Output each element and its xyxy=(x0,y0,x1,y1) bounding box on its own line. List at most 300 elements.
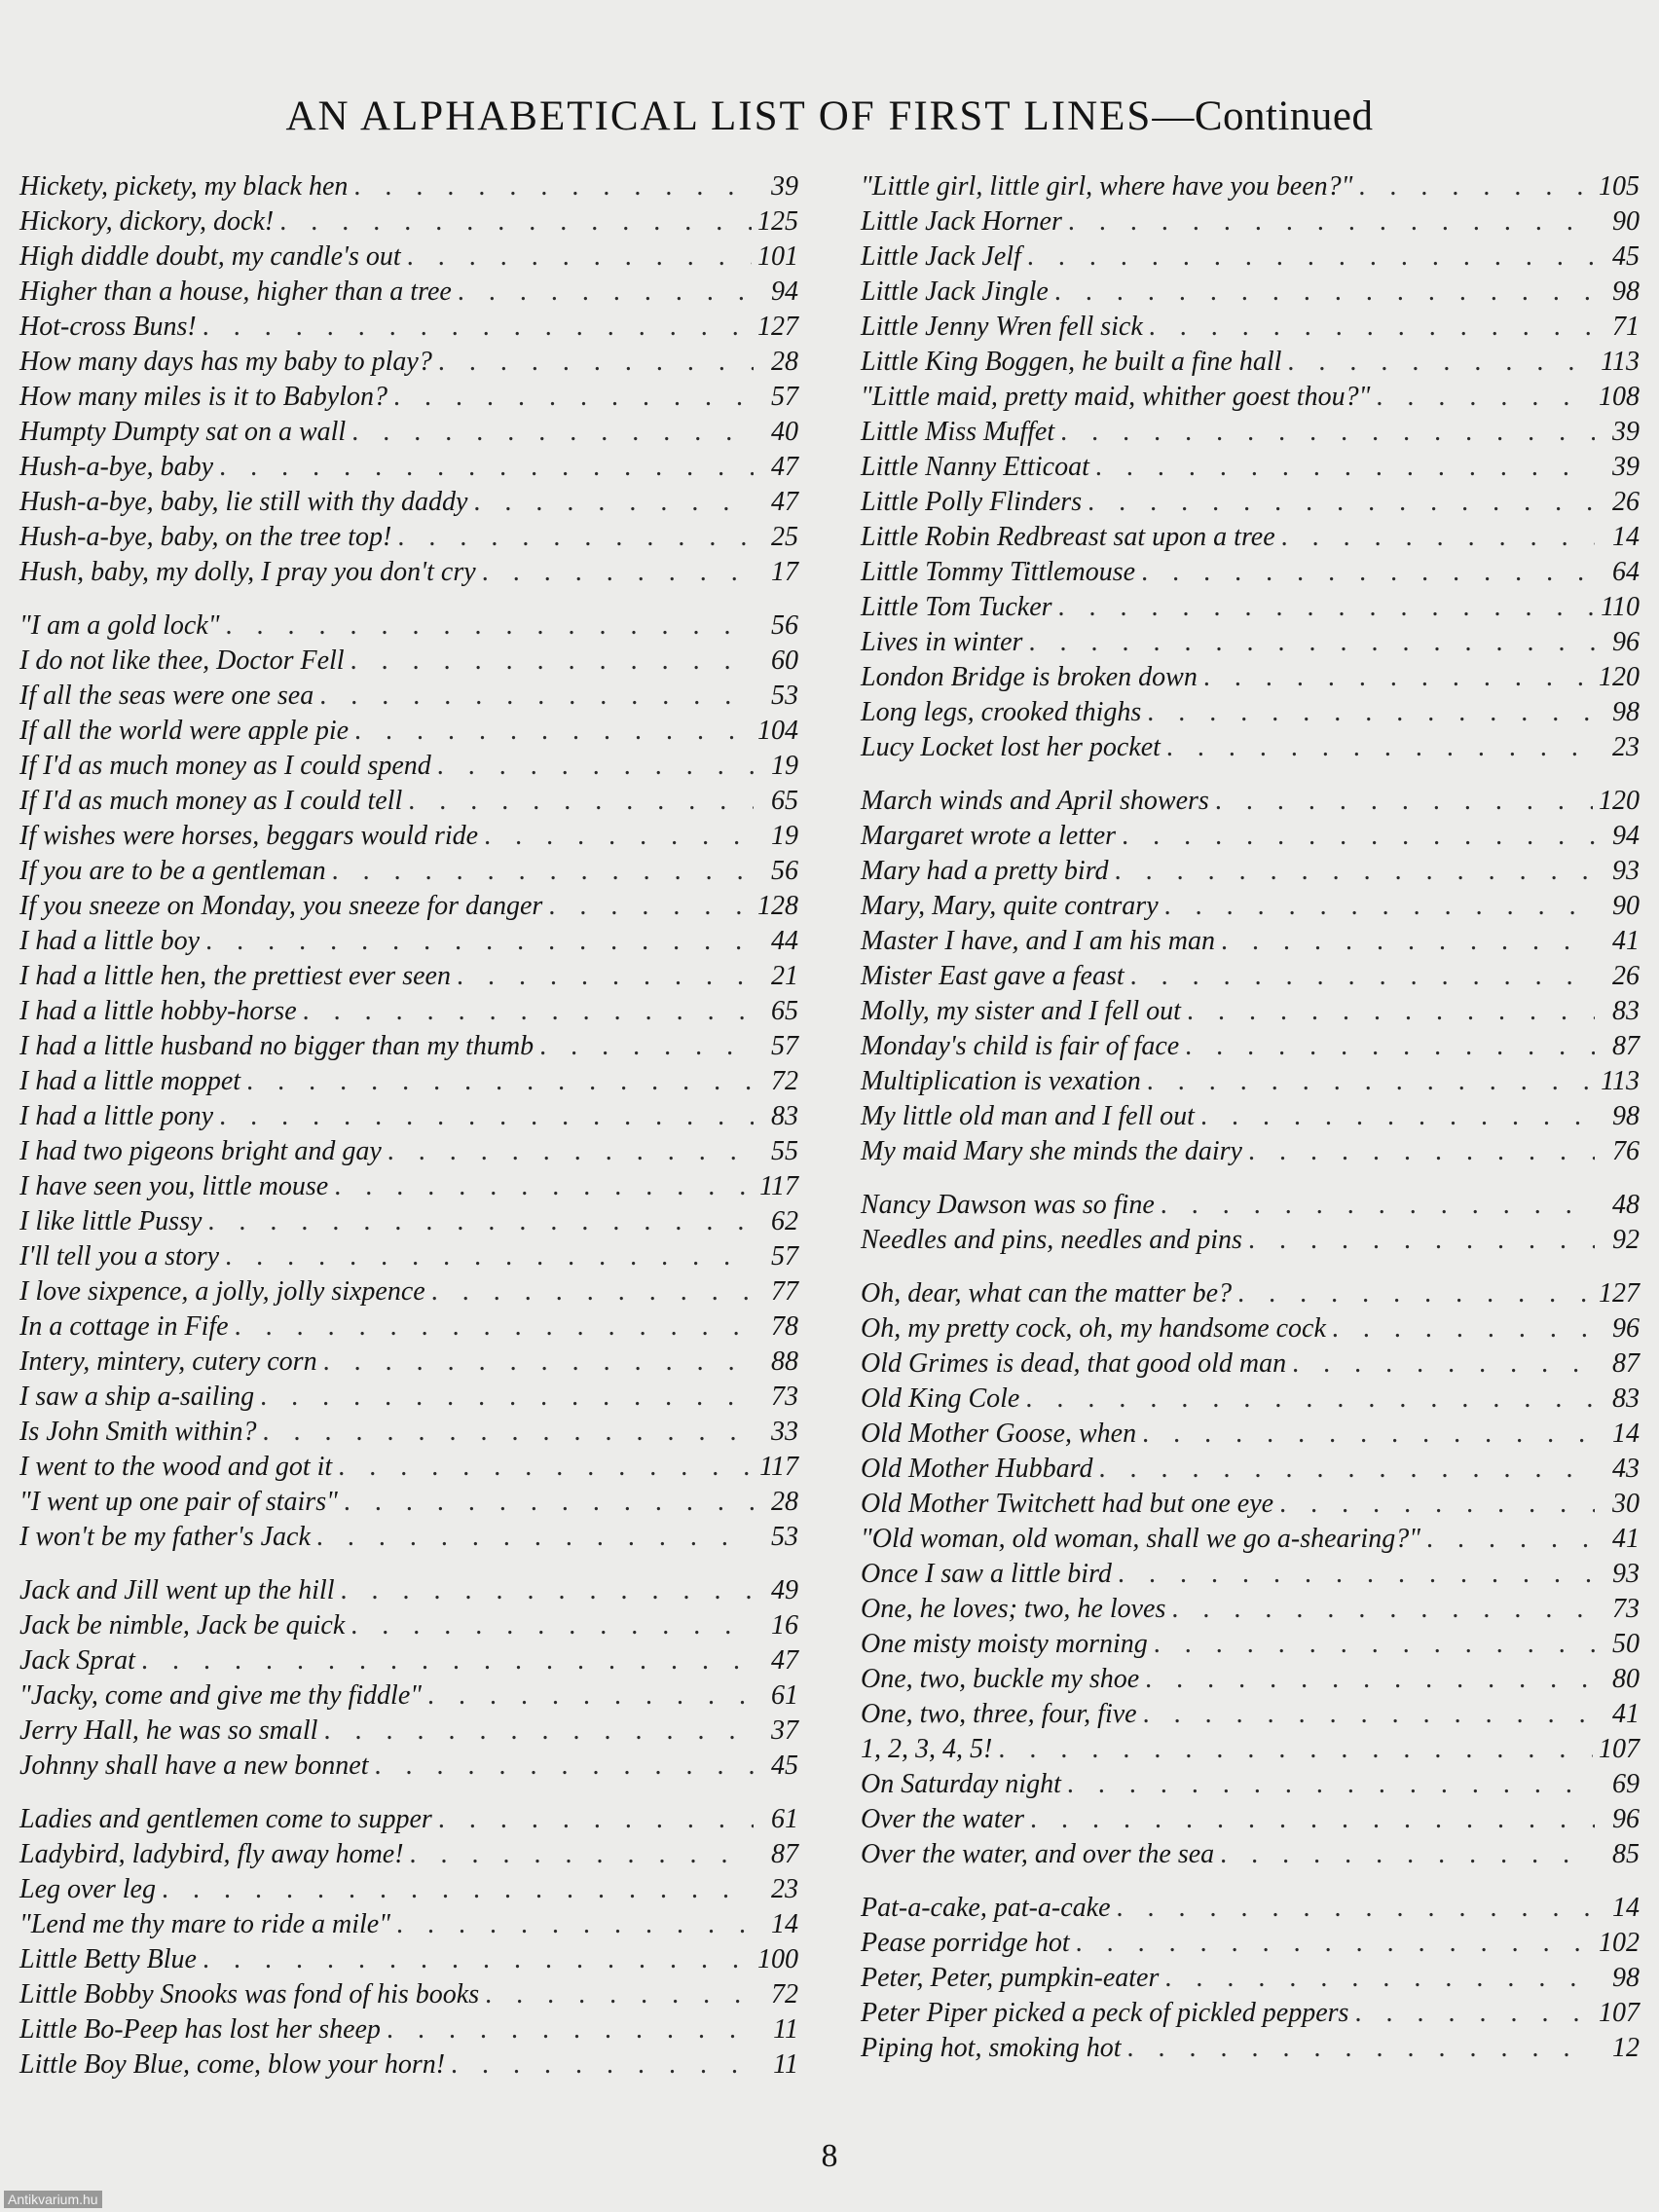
page-reference: 23 xyxy=(771,1874,798,1904)
page-reference: 87 xyxy=(1612,1348,1640,1379)
dot-leader xyxy=(548,889,752,924)
index-entry xyxy=(19,924,798,959)
index-entry xyxy=(861,485,1640,520)
first-line-text: Lucy Locket lost her pocket xyxy=(861,732,1161,762)
page-reference: 19 xyxy=(771,821,798,851)
first-line-text: Hickety, pickety, my black hen xyxy=(19,171,349,202)
page-reference: 93 xyxy=(1612,1559,1640,1589)
first-line-text: If wishes were horses, beggars would ride xyxy=(19,821,479,851)
dot-leader xyxy=(1332,1311,1595,1346)
first-line-text: Little Jack Jingle xyxy=(861,276,1049,307)
page-reference: 61 xyxy=(771,1680,798,1711)
index-entry xyxy=(19,485,798,520)
index-entry xyxy=(861,1029,1640,1064)
dot-leader xyxy=(260,1380,754,1415)
dot-leader xyxy=(262,1415,754,1450)
index-entry xyxy=(19,714,798,749)
dot-leader xyxy=(1130,959,1595,994)
index-entry xyxy=(19,1608,798,1643)
page-reference: 26 xyxy=(1612,487,1640,517)
index-entry xyxy=(861,784,1640,819)
index-entry xyxy=(19,1802,798,1837)
first-line-text: If you are to be a gentleman xyxy=(19,856,326,886)
page-reference: 96 xyxy=(1612,1804,1640,1834)
page-reference: 105 xyxy=(1599,171,1640,202)
dot-leader xyxy=(162,1872,754,1907)
first-line-text: I won't be my father's Jack xyxy=(19,1522,311,1552)
page-reference: 83 xyxy=(771,1101,798,1131)
index-entry xyxy=(19,2047,798,2083)
page-reference: 30 xyxy=(1612,1489,1640,1519)
dot-leader xyxy=(451,2047,754,2083)
index-entry xyxy=(19,679,798,714)
first-line-text: Peter Piper picked a peck of pickled peppers xyxy=(861,1998,1349,2028)
index-entry xyxy=(19,1942,798,1977)
dot-leader xyxy=(225,1239,754,1274)
page-reference: 107 xyxy=(1599,1734,1640,1764)
index-entry xyxy=(19,1520,798,1555)
dot-leader xyxy=(338,1450,754,1485)
page-reference: 14 xyxy=(1612,1893,1640,1923)
page-reference: 65 xyxy=(771,786,798,816)
index-entry xyxy=(19,1345,798,1380)
dot-leader xyxy=(438,345,754,380)
first-line-text: Little Tom Tucker xyxy=(861,592,1052,622)
page-reference: 87 xyxy=(771,1839,798,1869)
page-reference: 19 xyxy=(771,751,798,781)
first-line-text: "Little girl, little girl, where have you been?" xyxy=(861,171,1353,202)
page-reference: 41 xyxy=(1612,1699,1640,1729)
dot-leader xyxy=(1028,625,1595,660)
first-line-text: 1, 2, 3, 4, 5! xyxy=(861,1734,993,1764)
first-line-text: Long legs, crooked thighs xyxy=(861,697,1142,727)
index-entry xyxy=(861,1311,1640,1346)
watermark: Antikvarium.hu xyxy=(4,2191,102,2208)
page-reference: 73 xyxy=(1612,1594,1640,1624)
index-entry xyxy=(861,730,1640,765)
index-entry xyxy=(861,1961,1640,1996)
first-line-text: Hot-cross Buns! xyxy=(19,312,197,342)
first-line-text: "Little maid, pretty maid, whither goest thou?" xyxy=(861,382,1371,412)
dot-leader xyxy=(539,1029,754,1064)
first-line-text: If I'd as much money as I could spend xyxy=(19,751,431,781)
index-entry xyxy=(19,644,798,679)
page-reference: 98 xyxy=(1612,1963,1640,1993)
page-reference: 98 xyxy=(1612,276,1640,307)
first-line-text: "I am a gold lock" xyxy=(19,610,220,641)
first-line-text: Little Nanny Etticoat xyxy=(861,452,1089,482)
dot-leader xyxy=(396,1907,754,1942)
first-line-text: Old King Cole xyxy=(861,1383,1020,1414)
first-line-text: I had a little boy xyxy=(19,926,201,956)
page-reference: 128 xyxy=(757,891,798,921)
first-line-text: Ladies and gentlemen come to supper xyxy=(19,1804,432,1834)
page-reference: 48 xyxy=(1612,1190,1640,1220)
letter-group xyxy=(861,784,1640,1169)
letter-group xyxy=(861,1188,1640,1258)
first-line-text: Jerry Hall, he was so small xyxy=(19,1715,318,1746)
page-reference: 39 xyxy=(1612,417,1640,447)
dot-leader xyxy=(1215,784,1593,819)
index-entry xyxy=(19,169,798,204)
dot-leader xyxy=(427,1678,754,1714)
first-line-text: Is John Smith within? xyxy=(19,1417,257,1447)
page-reference: 44 xyxy=(771,926,798,956)
index-entry xyxy=(861,1837,1640,1872)
first-line-text: How many miles is it to Babylon? xyxy=(19,382,387,412)
first-line-text: High diddle doubt, my candle's out xyxy=(19,241,401,272)
first-line-text: I had two pigeons bright and gay xyxy=(19,1136,382,1166)
first-line-text: Old Grimes is dead, that good old man xyxy=(861,1348,1287,1379)
dot-leader xyxy=(1185,1029,1595,1064)
first-line-text: Little King Boggen, he built a fine hall xyxy=(861,347,1282,377)
dot-leader xyxy=(334,1169,754,1204)
page-reference: 26 xyxy=(1612,961,1640,991)
page-reference: 49 xyxy=(771,1575,798,1605)
index-entry xyxy=(19,608,798,644)
index-entry xyxy=(19,1977,798,2012)
index-entry xyxy=(19,1239,798,1274)
index-entry xyxy=(861,1487,1640,1522)
index-entry xyxy=(861,994,1640,1029)
index-entry xyxy=(861,169,1640,204)
dot-leader xyxy=(1058,590,1595,625)
index-entry xyxy=(861,415,1640,450)
index-entry xyxy=(19,889,798,924)
first-line-text: Mister East gave a feast xyxy=(861,961,1124,991)
index-entry xyxy=(861,204,1640,240)
page-reference: 17 xyxy=(771,557,798,587)
page-reference: 125 xyxy=(757,206,798,237)
index-entry xyxy=(19,1064,798,1099)
first-line-text: One misty moisty morning xyxy=(861,1629,1148,1659)
dot-leader xyxy=(351,415,754,450)
index-entry xyxy=(861,889,1640,924)
dot-leader xyxy=(1054,275,1595,310)
dot-leader xyxy=(246,1064,754,1099)
dot-leader xyxy=(1358,169,1593,204)
index-entry xyxy=(861,590,1640,625)
dot-leader xyxy=(1025,1382,1595,1417)
dot-leader xyxy=(1149,310,1595,345)
dot-leader xyxy=(319,679,754,714)
index-entry xyxy=(19,1380,798,1415)
index-entry xyxy=(19,1204,798,1239)
dot-leader xyxy=(203,310,752,345)
dot-leader xyxy=(1164,1961,1595,1996)
first-line-text: If all the seas were one sea xyxy=(19,681,314,711)
page-reference: 88 xyxy=(771,1346,798,1377)
first-line-text: I had a little hobby-horse xyxy=(19,996,297,1026)
first-line-text: Once I saw a little bird xyxy=(861,1559,1112,1589)
dot-leader xyxy=(279,204,752,240)
index-entry xyxy=(19,1029,798,1064)
page-reference: 98 xyxy=(1612,697,1640,727)
page-reference: 83 xyxy=(1612,996,1640,1026)
letter-group xyxy=(19,1802,798,2083)
index-entry xyxy=(19,1415,798,1450)
dot-leader xyxy=(1203,660,1593,695)
first-line-text: Old Mother Twitchett had but one eye xyxy=(861,1489,1274,1519)
first-line-text: One, he loves; two, he loves xyxy=(861,1594,1166,1624)
page-reference: 55 xyxy=(771,1136,798,1166)
dot-leader xyxy=(1147,695,1595,730)
index-entry xyxy=(861,1452,1640,1487)
dot-leader xyxy=(1127,2031,1595,2066)
index-entry xyxy=(19,854,798,889)
page-reference: 69 xyxy=(1612,1769,1640,1799)
dot-leader xyxy=(458,275,754,310)
dot-leader xyxy=(1354,1996,1593,2031)
first-line-text: Little Bobby Snooks was fond of his books xyxy=(19,1979,480,2009)
first-line-text: Little Robin Redbreast sat upon a tree xyxy=(861,522,1275,552)
right-column xyxy=(861,169,1640,2066)
first-line-text: "Old woman, old woman, shall we go a-shearing?" xyxy=(861,1524,1420,1554)
page-number: 8 xyxy=(821,2138,838,2174)
page-reference: 23 xyxy=(1612,732,1640,762)
letter-group xyxy=(19,169,798,590)
page-reference: 93 xyxy=(1612,856,1640,886)
index-entry xyxy=(861,1697,1640,1732)
index-entry xyxy=(19,1309,798,1345)
page-reference: 72 xyxy=(771,1979,798,2009)
index-entry xyxy=(19,2012,798,2047)
dot-leader xyxy=(350,644,754,679)
index-entry xyxy=(19,1134,798,1169)
letter-group xyxy=(19,608,798,1555)
index-entry xyxy=(861,819,1640,854)
first-line-text: I had a little pony xyxy=(19,1101,214,1131)
first-line-text: One, two, three, four, five xyxy=(861,1699,1137,1729)
first-line-text: London Bridge is broken down xyxy=(861,662,1198,692)
dot-leader xyxy=(408,784,754,819)
page-reference: 120 xyxy=(1599,662,1640,692)
first-line-text: Old Mother Hubbard xyxy=(861,1454,1093,1484)
first-line-text: Little Betty Blue xyxy=(19,1944,197,1974)
page-reference: 33 xyxy=(771,1417,798,1447)
page-reference: 83 xyxy=(1612,1383,1640,1414)
first-line-text: On Saturday night xyxy=(861,1769,1061,1799)
page-reference: 90 xyxy=(1612,206,1640,237)
first-line-text: Hush-a-bye, baby, lie still with thy daddy xyxy=(19,487,468,517)
dot-leader xyxy=(457,959,754,994)
index-entry xyxy=(861,1891,1640,1926)
first-line-text: Little Jack Jelf xyxy=(861,241,1021,272)
first-line-text: How many days has my baby to play? xyxy=(19,347,432,377)
page-reference: 41 xyxy=(1612,926,1640,956)
index-entry xyxy=(19,310,798,345)
page-reference: 16 xyxy=(771,1610,798,1641)
letter-group xyxy=(19,1573,798,1784)
index-entry xyxy=(861,1276,1640,1311)
page-reference: 127 xyxy=(1599,1278,1640,1309)
dot-leader xyxy=(235,1309,754,1345)
index-entry xyxy=(861,1557,1640,1592)
page-reference: 39 xyxy=(1612,452,1640,482)
dot-leader xyxy=(1060,415,1595,450)
dot-leader xyxy=(473,485,754,520)
letter-group xyxy=(861,1276,1640,1872)
first-line-text: Intery, mintery, cutery corn xyxy=(19,1346,317,1377)
page-reference: 96 xyxy=(1612,1313,1640,1344)
index-entry xyxy=(19,415,798,450)
first-line-text: I'll tell you a story xyxy=(19,1241,220,1272)
index-entry xyxy=(19,555,798,590)
index-entry xyxy=(861,1099,1640,1134)
first-line-text: I do not like thee, Doctor Fell xyxy=(19,645,345,676)
page-reference: 101 xyxy=(757,241,798,272)
page-reference: 43 xyxy=(1612,1454,1640,1484)
first-line-text: Hush-a-bye, baby, on the tree top! xyxy=(19,522,392,552)
first-line-text: Jack be nimble, Jack be quick xyxy=(19,1610,346,1641)
index-entry xyxy=(861,1802,1640,1837)
index-entry xyxy=(861,695,1640,730)
index-entry xyxy=(861,1522,1640,1557)
first-line-text: I had a little husband no bigger than my thumb xyxy=(19,1031,535,1061)
first-line-text: Needles and pins, needles and pins xyxy=(861,1225,1242,1255)
index-entry xyxy=(861,1188,1640,1223)
dot-leader xyxy=(1171,1592,1595,1627)
index-entry xyxy=(19,1274,798,1309)
index-entry xyxy=(861,1592,1640,1627)
page-reference: 45 xyxy=(771,1751,798,1781)
dot-leader xyxy=(1161,1188,1595,1223)
dot-leader xyxy=(387,1134,754,1169)
first-line-text: I have seen you, little mouse xyxy=(19,1171,329,1201)
first-line-text: Jack and Jill went up the hill xyxy=(19,1575,335,1605)
page-reference: 107 xyxy=(1599,1998,1640,2028)
first-line-text: Johnny shall have a new bonnet xyxy=(19,1751,369,1781)
first-line-text: Peter, Peter, pumpkin-eater xyxy=(861,1963,1160,1993)
index-entry xyxy=(861,1926,1640,1961)
dot-leader xyxy=(1248,1134,1595,1169)
page-reference: 57 xyxy=(771,1031,798,1061)
first-line-text: Ladybird, ladybird, fly away home! xyxy=(19,1839,404,1869)
page-reference: 127 xyxy=(757,312,798,342)
first-line-text: I had a little moppet xyxy=(19,1066,241,1096)
page-reference: 39 xyxy=(771,171,798,202)
index-entry xyxy=(861,1732,1640,1767)
dot-leader xyxy=(1292,1346,1595,1382)
page-reference: 90 xyxy=(1612,891,1640,921)
page-reference: 28 xyxy=(771,347,798,377)
first-line-text: Oh, dear, what can the matter be? xyxy=(861,1278,1233,1309)
index-entry xyxy=(861,520,1640,555)
first-line-text: If all the world were apple pie xyxy=(19,716,350,746)
dot-leader xyxy=(219,1099,754,1134)
page-reference: 64 xyxy=(1612,557,1640,587)
page-reference: 73 xyxy=(771,1382,798,1412)
first-line-text: Little Boy Blue, come, blow your horn! xyxy=(19,2049,446,2080)
index-entry xyxy=(861,1662,1640,1697)
page-reference: 12 xyxy=(1612,2033,1640,2063)
page-reference: 50 xyxy=(1612,1629,1640,1659)
first-line-text: My maid Mary she minds the dairy xyxy=(861,1136,1242,1166)
index-entry xyxy=(861,924,1640,959)
page-reference: 40 xyxy=(771,417,798,447)
page-reference: 85 xyxy=(1612,1839,1640,1869)
first-line-text: I had a little hen, the prettiest ever seen xyxy=(19,961,451,991)
dot-leader xyxy=(1237,1276,1593,1311)
page-reference: 72 xyxy=(771,1066,798,1096)
dot-leader xyxy=(1141,555,1595,590)
index-entry xyxy=(861,275,1640,310)
page-reference: 47 xyxy=(771,1645,798,1676)
first-line-text: If you sneeze on Monday, you sneeze for danger xyxy=(19,891,543,921)
page-reference: 53 xyxy=(771,1522,798,1552)
first-line-text: Hickory, dickory, dock! xyxy=(19,206,275,237)
dot-leader xyxy=(350,1608,754,1643)
first-line-text: Molly, my sister and I fell out xyxy=(861,996,1181,1026)
page-reference: 57 xyxy=(771,1241,798,1272)
first-line-text: If I'd as much money as I could tell xyxy=(19,786,403,816)
index-entry xyxy=(19,819,798,854)
first-line-text: "Lend me thy mare to ride a mile" xyxy=(19,1909,390,1939)
dot-leader xyxy=(387,2012,754,2047)
first-line-text: Over the water, and over the sea xyxy=(861,1839,1215,1869)
dot-leader xyxy=(323,1345,754,1380)
first-line-text: March winds and April showers xyxy=(861,786,1209,816)
index-entry xyxy=(19,275,798,310)
index-entry xyxy=(19,1872,798,1907)
dot-leader xyxy=(1095,450,1595,485)
page-title xyxy=(0,92,1659,140)
dot-leader xyxy=(1281,520,1595,555)
first-line-text: Little Polly Flinders xyxy=(861,487,1083,517)
index-entry xyxy=(19,1907,798,1942)
page-reference: 100 xyxy=(757,1944,798,1974)
dot-leader xyxy=(1279,1487,1595,1522)
letter-group xyxy=(861,1891,1640,2066)
page-reference: 92 xyxy=(1612,1225,1640,1255)
dot-leader xyxy=(1376,380,1593,415)
page-reference: 96 xyxy=(1612,627,1640,657)
dot-leader xyxy=(1248,1223,1595,1258)
page-reference: 117 xyxy=(759,1171,798,1201)
page-reference: 53 xyxy=(771,681,798,711)
dot-leader xyxy=(1088,485,1595,520)
index-entry xyxy=(861,555,1640,590)
dot-leader xyxy=(1166,730,1595,765)
first-line-text: Little Jenny Wren fell sick xyxy=(861,312,1143,342)
index-entry xyxy=(19,450,798,485)
index-entry xyxy=(19,784,798,819)
dot-leader xyxy=(207,1204,754,1239)
dot-leader xyxy=(998,1732,1593,1767)
first-line-text: Over the water xyxy=(861,1804,1024,1834)
title-continued: —Continued xyxy=(1152,92,1374,139)
index-entry xyxy=(19,1837,798,1872)
dot-leader xyxy=(374,1749,754,1784)
index-entry xyxy=(861,1767,1640,1802)
first-line-text: Humpty Dumpty sat on a wall xyxy=(19,417,347,447)
dot-leader xyxy=(1187,994,1595,1029)
index-entry xyxy=(19,1169,798,1204)
dot-leader xyxy=(1220,1837,1595,1872)
first-line-text: Hush, baby, my dolly, I pray you don't cry xyxy=(19,557,476,587)
first-line-text: I like little Pussy xyxy=(19,1206,203,1236)
dot-leader xyxy=(1142,1417,1595,1452)
page-reference: 21 xyxy=(771,961,798,991)
first-line-text: Master I have, and I am his man xyxy=(861,926,1215,956)
index-entry xyxy=(19,1099,798,1134)
page-reference: 78 xyxy=(771,1311,798,1342)
dot-leader xyxy=(1099,1452,1595,1487)
index-entry xyxy=(861,1996,1640,2031)
first-line-text: My little old man and I fell out xyxy=(861,1101,1195,1131)
dot-leader xyxy=(1164,889,1595,924)
index-entry xyxy=(19,994,798,1029)
